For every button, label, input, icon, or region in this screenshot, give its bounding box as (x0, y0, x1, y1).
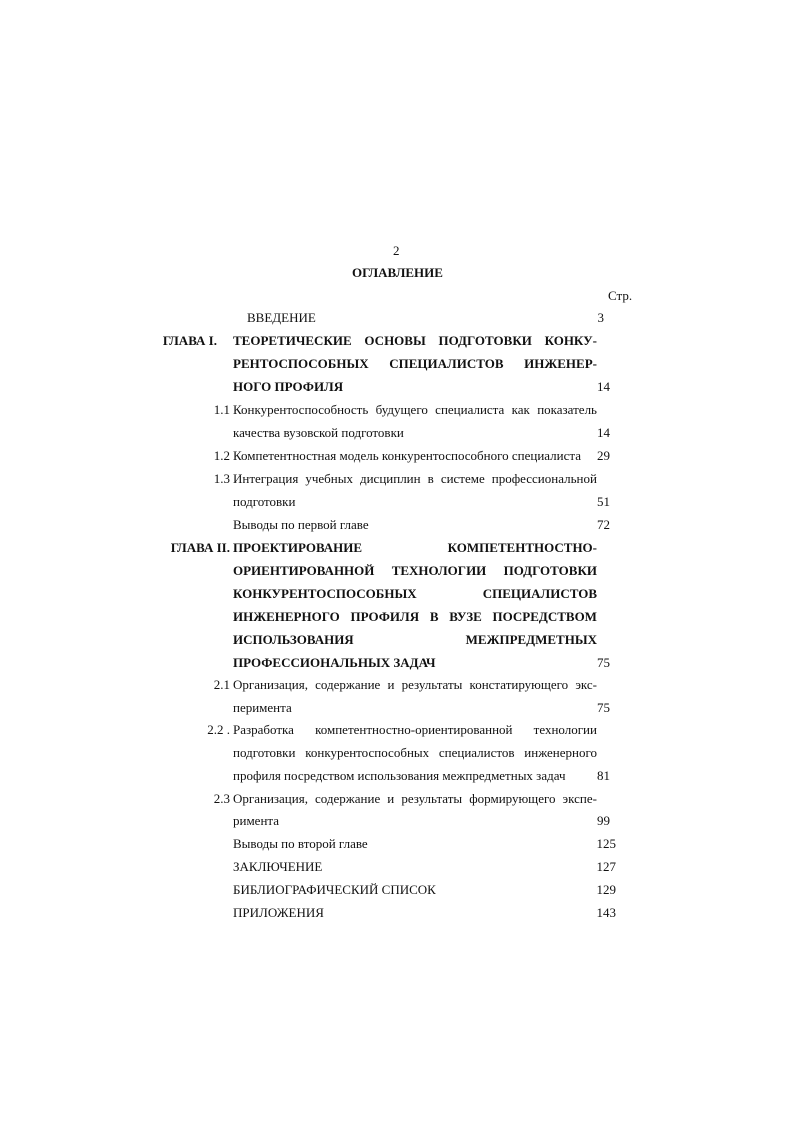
toc-entry-bibliography[interactable]: БИБЛИОГРАФИЧЕСКИЙ СПИСОК (233, 882, 436, 897)
chapter-2-title-line[interactable]: ИНЖЕНЕРНОГО ПРОФИЛЯ В ВУЗЕ ПОСРЕДСТВОМ (233, 609, 597, 624)
section-2-3-page: 99 (597, 813, 610, 828)
chapter-2-page: 75 (597, 655, 610, 670)
chapter-1-conclusions-page: 72 (597, 517, 610, 532)
page-number: 2 (393, 243, 400, 258)
section-1-3-page: 51 (597, 494, 610, 509)
section-1-1-page: 14 (597, 425, 610, 440)
chapter-2-title-line[interactable]: ОРИЕНТИРОВАННОЙ ТЕХНОЛОГИИ ПОДГОТОВКИ (233, 563, 597, 578)
chapter-2-label: ГЛАВА II. (170, 540, 230, 555)
page-title: ОГЛАВЛЕНИЕ (352, 265, 443, 280)
section-number: 1.3 (213, 471, 230, 486)
chapter-2-title-line[interactable]: ИСПОЛЬЗОВАНИЯ МЕЖПРЕДМЕТНЫХ (233, 632, 597, 647)
toc-page-intro: 3 (597, 310, 604, 325)
chapter-2-conclusions-page: 125 (596, 836, 616, 851)
chapter-1-conclusions[interactable]: Выводы по первой главе (233, 517, 369, 532)
section-2-1-page: 75 (597, 700, 610, 715)
section-1-3-title-line[interactable]: подготовки (233, 494, 296, 509)
chapter-1-title-line[interactable]: РЕНТОСПОСОБНЫХ СПЕЦИАЛИСТОВ ИНЖЕНЕР- (233, 356, 597, 371)
chapter-1-title-line[interactable]: НОГО ПРОФИЛЯ (233, 379, 344, 394)
section-1-1-title-line[interactable]: качества вузовской подготовки (233, 425, 404, 440)
toc-entry-intro[interactable]: ВВЕДЕНИЕ (247, 310, 316, 325)
section-2-1-title-line[interactable]: перимента (233, 700, 292, 715)
section-number: 2.1 (213, 677, 230, 692)
chapter-2-title-line[interactable]: КОНКУРЕНТОСПОСОБНЫХ СПЕЦИАЛИСТОВ (233, 586, 597, 601)
section-2-2-title-line[interactable]: Разработка компетентностно-ориентированной технологии (233, 722, 597, 737)
chapter-1-title-line[interactable]: ТЕОРЕТИЧЕСКИЕ ОСНОВЫ ПОДГОТОВКИ КОНКУ- (233, 333, 597, 348)
toc-entry-conclusion[interactable]: ЗАКЛЮЧЕНИЕ (233, 859, 323, 874)
section-1-1-title-line[interactable]: Конкурентоспособность будущего специалиста как показатель (233, 402, 597, 417)
section-1-2-page: 29 (597, 448, 610, 463)
section-2-1-title-line[interactable]: Организация, содержание и результаты констатирующего экс- (233, 677, 597, 692)
toc-entry-appendix[interactable]: ПРИЛОЖЕНИЯ (233, 905, 324, 920)
section-2-3-title-line[interactable]: римента (233, 813, 280, 828)
section-number: 2.3 (213, 791, 230, 806)
section-number: 1.2 (213, 448, 230, 463)
section-2-2-title-line[interactable]: подготовки конкурентоспособных специалистов инженерного (233, 745, 597, 760)
toc-page-appendix: 143 (596, 905, 616, 920)
section-1-3-title-line[interactable]: Интеграция учебных дисциплин в системе профессиональной (233, 471, 597, 486)
chapter-2-title-line[interactable]: ПРОФЕССИОНАЛЬНЫХ ЗАДАЧ (233, 655, 436, 670)
chapter-1-label: ГЛАВА I. (162, 333, 217, 348)
chapter-2-conclusions[interactable]: Выводы по второй главе (233, 836, 368, 851)
chapter-1-page: 14 (597, 379, 610, 394)
chapter-2-title-line[interactable]: ПРОЕКТИРОВАНИЕ КОМПЕТЕНТНОСТНО- (233, 540, 597, 555)
section-number: 2.2 . (207, 722, 230, 737)
section-2-2-page: 81 (597, 768, 610, 783)
section-2-3-title-line[interactable]: Организация, содержание и результаты формирующего экспе- (233, 791, 597, 806)
section-1-2-title[interactable]: Компетентностная модель конкурентоспособного специалиста (233, 448, 581, 463)
pages-column-header: Стр. (608, 288, 633, 303)
toc-page-bibliography: 129 (596, 882, 616, 897)
toc-page-conclusion: 127 (596, 859, 616, 874)
section-2-2-title-line[interactable]: профиля посредством использования межпредметных задач (233, 768, 566, 783)
section-number: 1.1 (213, 402, 230, 417)
